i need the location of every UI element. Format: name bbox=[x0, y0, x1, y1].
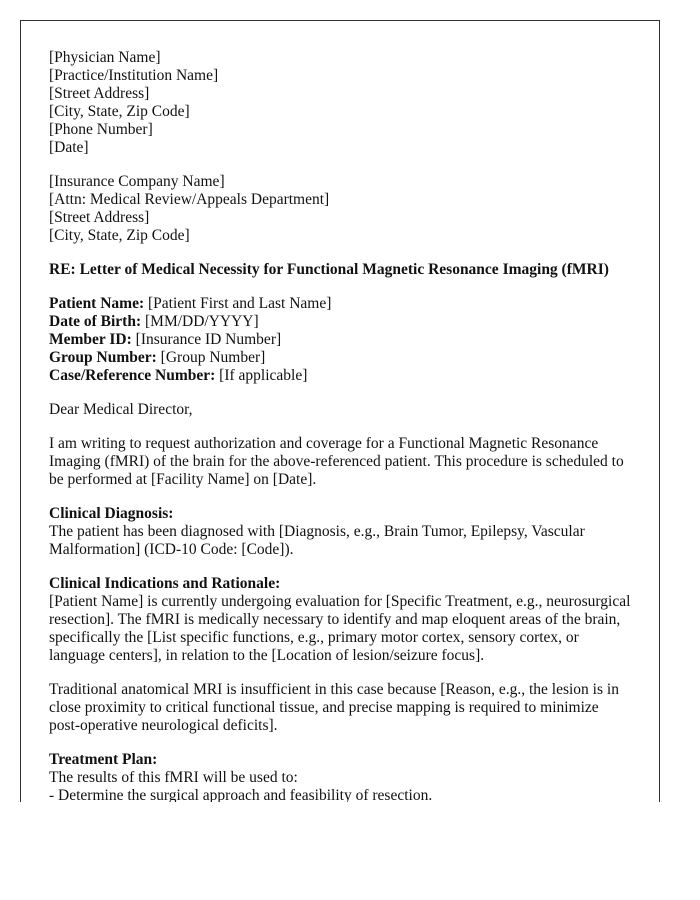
case-number-label: Case/Reference Number: bbox=[49, 367, 216, 384]
diagnosis-heading: Clinical Diagnosis: bbox=[49, 505, 174, 522]
case-number-value: [If applicable] bbox=[215, 367, 308, 384]
sender-street: [Street Address] bbox=[49, 85, 150, 102]
intro-paragraph: I am writing to request authorization and coverage for a Functional Magnetic Resonance Imaging (fMRI) of the brain for the above-referenced patient. This procedure is scheduled to be performed at [Facility Name] on [Date]. bbox=[49, 435, 624, 488]
recipient-street: [Street Address] bbox=[49, 209, 150, 226]
recipient-company: [Insurance Company Name] bbox=[49, 173, 225, 190]
group-number-value: [Group Number] bbox=[156, 349, 266, 366]
diagnosis-body: The patient has been diagnosed with [Diagnosis, e.g., Brain Tumor, Epilepsy, Vascular Malformation] (ICD-10 Code: [Code]). bbox=[49, 523, 585, 558]
patient-name-label: Patient Name: bbox=[49, 295, 145, 312]
patient-name-row bbox=[49, 295, 631, 313]
treatment-item: - Determine the surgical approach and feasibility of resection. bbox=[49, 787, 433, 802]
sender-institution: [Practice/Institution Name] bbox=[49, 67, 219, 84]
treatment-heading: Treatment Plan: bbox=[49, 751, 158, 768]
treatment-intro: The results of this fMRI will be used to: bbox=[49, 769, 298, 786]
patient-info bbox=[49, 295, 631, 385]
indications-body: [Patient Name] is currently undergoing evaluation for [Specific Treatment, e.g., neurosurgical resection]. The fMRI is medically necessary to identify and map eloquent areas of the brain, specifically the [List specific functions, e.g., primary motor cortex, sensory cortex, or language centers], in relation to the [Location of lesion/seizure focus]. bbox=[49, 593, 631, 664]
recipient-attn: [Attn: Medical Review/Appeals Department] bbox=[49, 191, 330, 208]
patient-name-value: [Patient First and Last Name] bbox=[144, 295, 332, 312]
letter-page bbox=[20, 20, 660, 802]
member-id-row bbox=[49, 331, 631, 349]
indications-section bbox=[49, 575, 631, 665]
dob-value: [MM/DD/YYYY] bbox=[141, 313, 259, 330]
indications-body-2: Traditional anatomical MRI is insufficient in this case because [Reason, e.g., the lesion is in close proximity to critical functional tissue, and precise mapping is required to minimize post-operative neurological deficits]. bbox=[49, 681, 619, 734]
subject-line: RE: Letter of Medical Necessity for Functional Magnetic Resonance Imaging (fMRI) bbox=[49, 261, 609, 278]
salutation: Dear Medical Director, bbox=[49, 401, 193, 418]
sender-city: [City, State, Zip Code] bbox=[49, 103, 190, 120]
treatment-section bbox=[49, 751, 631, 802]
letter-content bbox=[21, 21, 659, 802]
sender-phone: [Phone Number] bbox=[49, 121, 153, 138]
diagnosis-section bbox=[49, 505, 631, 559]
dob-label: Date of Birth: bbox=[49, 313, 142, 330]
member-id-label: Member ID: bbox=[49, 331, 132, 348]
dob-row bbox=[49, 313, 631, 331]
member-id-value: [Insurance ID Number] bbox=[131, 331, 282, 348]
case-number-row bbox=[49, 367, 631, 385]
indications-heading: Clinical Indications and Rationale: bbox=[49, 575, 281, 592]
sender-physician-name: [Physician Name] bbox=[49, 49, 161, 66]
recipient-address bbox=[49, 173, 631, 245]
recipient-city: [City, State, Zip Code] bbox=[49, 227, 190, 244]
sender-date: [Date] bbox=[49, 139, 89, 156]
group-number-row bbox=[49, 349, 631, 367]
group-number-label: Group Number: bbox=[49, 349, 157, 366]
sender-address bbox=[49, 49, 631, 157]
